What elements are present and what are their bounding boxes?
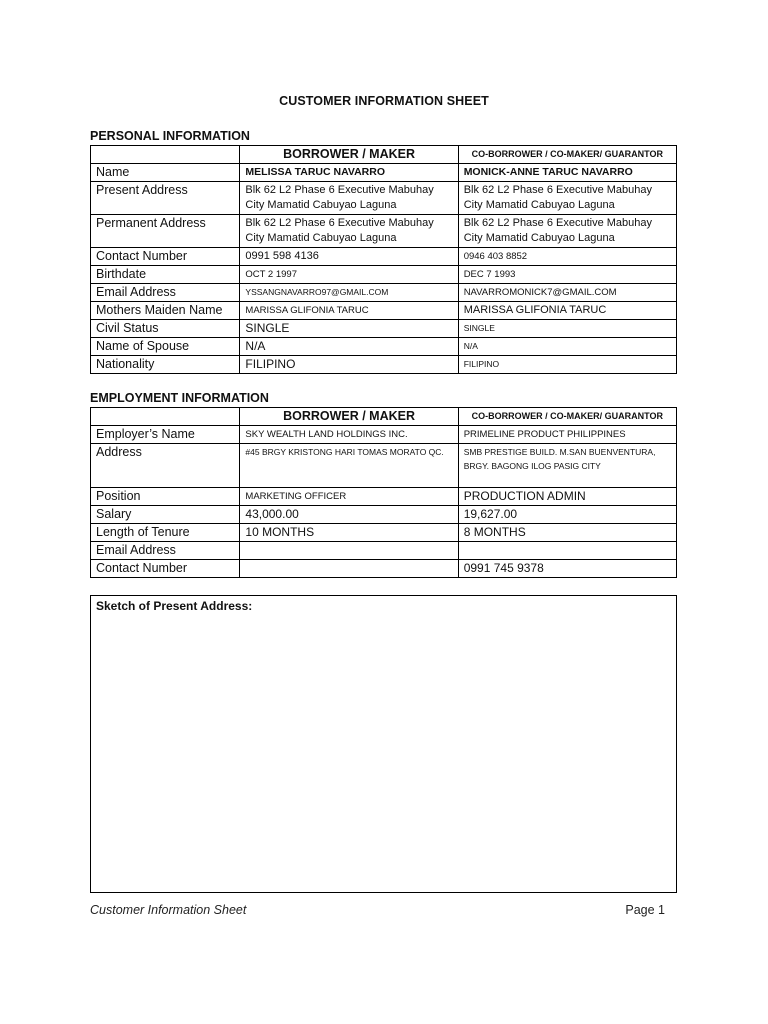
sketch-label: Sketch of Present Address: bbox=[96, 599, 253, 613]
table-row bbox=[91, 182, 677, 215]
row-label: Civil Status bbox=[91, 320, 240, 338]
table-row bbox=[91, 164, 677, 182]
coborrower-permanent-address: Blk 62 L2 Phase 6 Executive Mabuhay City Mamatid Cabuyao Laguna bbox=[458, 215, 676, 248]
row-label: Contact Number bbox=[91, 248, 240, 266]
table-header-row bbox=[91, 146, 677, 164]
coborrower-nationality: FILIPINO bbox=[458, 356, 676, 374]
coborrower-birthdate: DEC 7 1993 bbox=[458, 266, 676, 284]
empty-header-cell bbox=[91, 408, 240, 426]
borrower-employer-address: #45 BRGY KRISTONG HARI TOMAS MORATO QC. bbox=[240, 444, 458, 488]
personal-info-heading: PERSONAL INFORMATION bbox=[90, 129, 250, 143]
row-label: Nationality bbox=[91, 356, 240, 374]
coborrower-email: NAVARROMONICK7@GMAIL.COM bbox=[458, 284, 676, 302]
row-label: Employer’s Name bbox=[91, 426, 240, 444]
coborrower-column-header: CO-BORROWER / CO-MAKER/ GUARANTOR bbox=[458, 408, 676, 426]
coborrower-mothers-maiden-name: MARISSA GLIFONIA TARUC bbox=[458, 302, 676, 320]
row-label: Salary bbox=[91, 506, 240, 524]
coborrower-employer-name: PRIMELINE PRODUCT PHILIPPINES bbox=[458, 426, 676, 444]
row-label: Name of Spouse bbox=[91, 338, 240, 356]
employment-info-heading: EMPLOYMENT INFORMATION bbox=[90, 391, 269, 405]
table-row bbox=[91, 506, 677, 524]
table-row bbox=[91, 542, 677, 560]
borrower-mothers-maiden-name: MARISSA GLIFONIA TARUC bbox=[240, 302, 458, 320]
coborrower-employer-email bbox=[458, 542, 676, 560]
table-header-row bbox=[91, 408, 677, 426]
row-label: Mothers Maiden Name bbox=[91, 302, 240, 320]
row-label: Permanent Address bbox=[91, 215, 240, 248]
borrower-salary: 43,000.00 bbox=[240, 506, 458, 524]
borrower-permanent-address: Blk 62 L2 Phase 6 Executive Mabuhay City Mamatid Cabuyao Laguna bbox=[240, 215, 458, 248]
borrower-civil-status: SINGLE bbox=[240, 320, 458, 338]
borrower-employer-name: SKY WEALTH LAND HOLDINGS INC. bbox=[240, 426, 458, 444]
borrower-column-header: BORROWER / MAKER bbox=[240, 146, 458, 164]
table-row bbox=[91, 524, 677, 542]
borrower-position: MARKETING OFFICER bbox=[240, 488, 458, 506]
employment-info-table bbox=[90, 407, 677, 578]
table-row bbox=[91, 284, 677, 302]
row-label: Contact Number bbox=[91, 560, 240, 578]
borrower-name: MELISSA TARUC NAVARRO bbox=[240, 164, 458, 182]
coborrower-employer-address: SMB PRESTIGE BUILD. M.SAN BUENVENTURA, BRGY. BAGONG ILOG PASIG CITY bbox=[458, 444, 676, 488]
borrower-spouse-name: N/A bbox=[240, 338, 458, 356]
row-label: Email Address bbox=[91, 542, 240, 560]
row-label: Address bbox=[91, 444, 240, 488]
table-row bbox=[91, 356, 677, 374]
coborrower-name: MONICK-ANNE TARUC NAVARRO bbox=[458, 164, 676, 182]
row-label: Position bbox=[91, 488, 240, 506]
coborrower-present-address: Blk 62 L2 Phase 6 Executive Mabuhay City Mamatid Cabuyao Laguna bbox=[458, 182, 676, 215]
table-row bbox=[91, 320, 677, 338]
coborrower-position: PRODUCTION ADMIN bbox=[458, 488, 676, 506]
borrower-column-header: BORROWER / MAKER bbox=[240, 408, 458, 426]
table-row bbox=[91, 488, 677, 506]
coborrower-contact-number: 0946 403 8852 bbox=[458, 248, 676, 266]
table-row bbox=[91, 215, 677, 248]
row-label: Present Address bbox=[91, 182, 240, 215]
empty-header-cell bbox=[91, 146, 240, 164]
borrower-birthdate: OCT 2 1997 bbox=[240, 266, 458, 284]
footer-page-number: Page 1 bbox=[625, 903, 665, 917]
borrower-contact-number: 0991 598 4136 bbox=[240, 248, 458, 266]
table-row bbox=[91, 302, 677, 320]
row-label: Name bbox=[91, 164, 240, 182]
coborrower-civil-status: SINGLE bbox=[458, 320, 676, 338]
sketch-area bbox=[90, 595, 677, 893]
document-title: CUSTOMER INFORMATION SHEET bbox=[279, 94, 489, 108]
table-row bbox=[91, 560, 677, 578]
coborrower-employer-contact: 0991 745 9378 bbox=[458, 560, 676, 578]
coborrower-column-header: CO-BORROWER / CO-MAKER/ GUARANTOR bbox=[458, 146, 676, 164]
table-row bbox=[91, 426, 677, 444]
table-row bbox=[91, 338, 677, 356]
coborrower-spouse-name: N/A bbox=[458, 338, 676, 356]
row-label: Birthdate bbox=[91, 266, 240, 284]
borrower-employer-email bbox=[240, 542, 458, 560]
borrower-nationality: FILIPINO bbox=[240, 356, 458, 374]
row-label: Length of Tenure bbox=[91, 524, 240, 542]
personal-info-table bbox=[90, 145, 677, 374]
borrower-present-address: Blk 62 L2 Phase 6 Executive Mabuhay City Mamatid Cabuyao Laguna bbox=[240, 182, 458, 215]
footer-document-name: Customer Information Sheet bbox=[90, 903, 247, 917]
borrower-tenure: 10 MONTHS bbox=[240, 524, 458, 542]
table-row bbox=[91, 444, 677, 488]
table-row bbox=[91, 266, 677, 284]
borrower-email: YSSANGNAVARRO97@GMAIL.COM bbox=[240, 284, 458, 302]
row-label: Email Address bbox=[91, 284, 240, 302]
coborrower-salary: 19,627.00 bbox=[458, 506, 676, 524]
borrower-employer-contact bbox=[240, 560, 458, 578]
coborrower-tenure: 8 MONTHS bbox=[458, 524, 676, 542]
table-row bbox=[91, 248, 677, 266]
